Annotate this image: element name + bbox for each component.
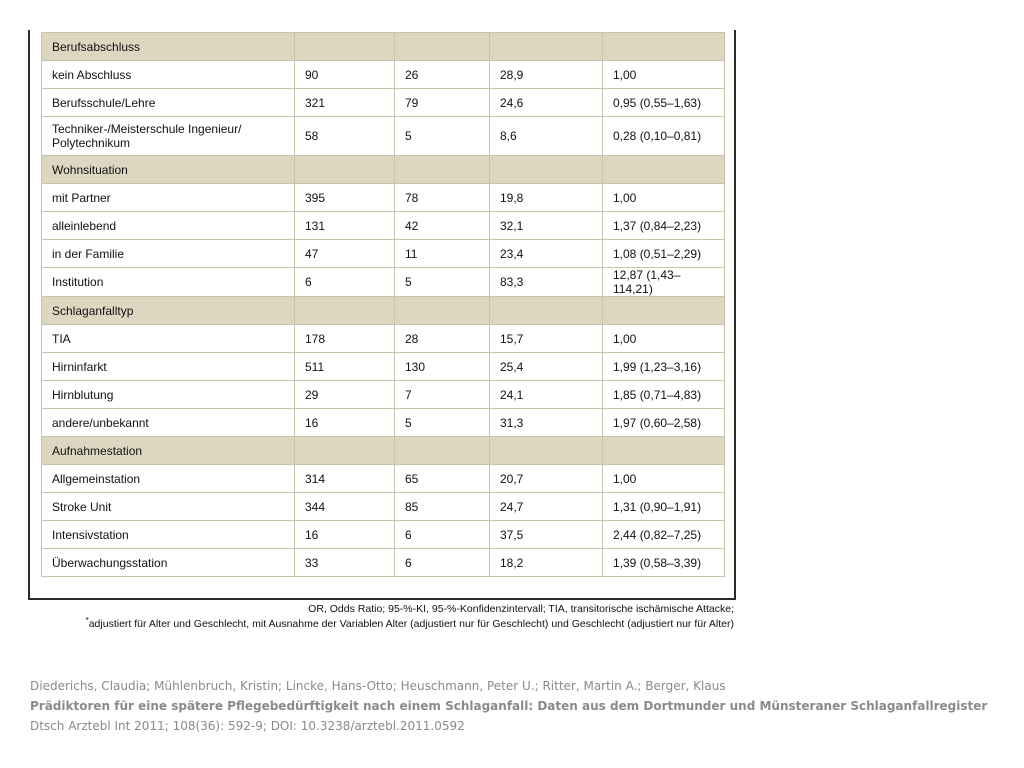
cell-percent: 37,5 bbox=[490, 521, 603, 549]
predictor-table bbox=[41, 32, 725, 577]
table-row bbox=[42, 240, 725, 268]
cell-cases: 6 bbox=[395, 549, 490, 577]
predictor-table-body bbox=[42, 33, 725, 577]
section-empty-cell bbox=[395, 297, 490, 325]
cell-percent: 24,7 bbox=[490, 493, 603, 521]
cell-percent: 31,3 bbox=[490, 409, 603, 437]
cell-percent: 15,7 bbox=[490, 325, 603, 353]
table-row bbox=[42, 493, 725, 521]
cell-n: 6 bbox=[295, 268, 395, 297]
cell-percent: 83,3 bbox=[490, 268, 603, 297]
cell-cases: 28 bbox=[395, 325, 490, 353]
cell-label: in der Familie bbox=[42, 240, 295, 268]
table-row bbox=[42, 353, 725, 381]
cell-n: 321 bbox=[295, 89, 395, 117]
cell-n: 314 bbox=[295, 465, 395, 493]
citation-authors: Diederichs, Claudia; Mühlenbruch, Kristin; Lincke, Hans-Otto; Heuschmann, Peter U.; Ritter, Martin A.; Berger, Klaus bbox=[30, 679, 726, 693]
cell-percent: 18,2 bbox=[490, 549, 603, 577]
cell-n: 16 bbox=[295, 521, 395, 549]
table-row bbox=[42, 325, 725, 353]
cell-or: 1,99 (1,23–3,16) bbox=[603, 353, 725, 381]
cell-n: 395 bbox=[295, 184, 395, 212]
cell-or: 12,87 (1,43–114,21) bbox=[603, 268, 725, 297]
cell-cases: 5 bbox=[395, 409, 490, 437]
section-empty-cell bbox=[490, 297, 603, 325]
table-row bbox=[42, 61, 725, 89]
cell-label: Berufsschule/Lehre bbox=[42, 89, 295, 117]
cell-n: 344 bbox=[295, 493, 395, 521]
footnote-star: * bbox=[85, 616, 89, 625]
section-empty-cell bbox=[603, 437, 725, 465]
cell-percent: 25,4 bbox=[490, 353, 603, 381]
cell-or: 1,85 (0,71–4,83) bbox=[603, 381, 725, 409]
citation-journal: Dtsch Arztebl Int 2011; 108(36): 592-9; DOI: 10.3238/arztebl.2011.0592 bbox=[30, 719, 465, 733]
section-header-row bbox=[42, 297, 725, 325]
cell-label: TIA bbox=[42, 325, 295, 353]
section-empty-cell bbox=[490, 437, 603, 465]
cell-percent: 24,1 bbox=[490, 381, 603, 409]
cell-n: 58 bbox=[295, 117, 395, 156]
section-empty-cell bbox=[295, 297, 395, 325]
cell-cases: 42 bbox=[395, 212, 490, 240]
citation-title: Prädiktoren für eine spätere Pflegebedürftigkeit nach einem Schlaganfall: Daten aus dem Dortmunder und Münsteraner Schlaganfallregister bbox=[30, 699, 988, 713]
cell-or: 0,95 (0,55–1,63) bbox=[603, 89, 725, 117]
table-row bbox=[42, 409, 725, 437]
cell-label: Techniker-/Meisterschule Ingenieur/ Polytechnikum bbox=[42, 117, 295, 156]
cell-n: 33 bbox=[295, 549, 395, 577]
section-header-row bbox=[42, 33, 725, 61]
cell-label: Stroke Unit bbox=[42, 493, 295, 521]
section-empty-cell bbox=[395, 33, 490, 61]
cell-n: 131 bbox=[295, 212, 395, 240]
cell-label: Allgemeinstation bbox=[42, 465, 295, 493]
cell-cases: 65 bbox=[395, 465, 490, 493]
table-row bbox=[42, 465, 725, 493]
section-title: Schlaganfalltyp bbox=[42, 297, 295, 325]
cell-cases: 85 bbox=[395, 493, 490, 521]
cell-n: 29 bbox=[295, 381, 395, 409]
section-title: Wohnsituation bbox=[42, 156, 295, 184]
section-empty-cell bbox=[603, 156, 725, 184]
footnote-adjustment-text: adjustiert für Alter und Geschlecht, mit Ausnahme der Variablen Alter (adjustiert nur für Geschlecht) und Geschlecht (adjustiert nur für Alter) bbox=[88, 618, 734, 630]
section-empty-cell bbox=[603, 297, 725, 325]
section-header-row bbox=[42, 437, 725, 465]
cell-cases: 26 bbox=[395, 61, 490, 89]
cell-or: 0,28 (0,10–0,81) bbox=[603, 117, 725, 156]
cell-label: mit Partner bbox=[42, 184, 295, 212]
section-empty-cell bbox=[395, 156, 490, 184]
cell-or: 1,08 (0,51–2,29) bbox=[603, 240, 725, 268]
footnote-adjustment bbox=[86, 616, 734, 630]
cell-cases: 78 bbox=[395, 184, 490, 212]
cell-label: Intensivstation bbox=[42, 521, 295, 549]
section-title: Berufsabschluss bbox=[42, 33, 295, 61]
table-row bbox=[42, 212, 725, 240]
cell-percent: 28,9 bbox=[490, 61, 603, 89]
section-empty-cell bbox=[295, 33, 395, 61]
cell-label: Institution bbox=[42, 268, 295, 297]
section-header-row bbox=[42, 156, 725, 184]
cell-cases: 79 bbox=[395, 89, 490, 117]
cell-or: 1,37 (0,84–2,23) bbox=[603, 212, 725, 240]
cell-label: kein Abschluss bbox=[42, 61, 295, 89]
table-row bbox=[42, 549, 725, 577]
section-empty-cell bbox=[295, 437, 395, 465]
cell-percent: 32,1 bbox=[490, 212, 603, 240]
section-empty-cell bbox=[490, 33, 603, 61]
section-empty-cell bbox=[395, 437, 490, 465]
cell-label: Überwachungsstation bbox=[42, 549, 295, 577]
cell-or: 1,00 bbox=[603, 325, 725, 353]
section-title: Aufnahmestation bbox=[42, 437, 295, 465]
cell-cases: 5 bbox=[395, 268, 490, 297]
table-row bbox=[42, 117, 725, 156]
cell-label: Hirnblutung bbox=[42, 381, 295, 409]
cell-n: 47 bbox=[295, 240, 395, 268]
cell-label: andere/unbekannt bbox=[42, 409, 295, 437]
cell-cases: 11 bbox=[395, 240, 490, 268]
cell-n: 511 bbox=[295, 353, 395, 381]
cell-or: 1,31 (0,90–1,91) bbox=[603, 493, 725, 521]
cell-cases: 5 bbox=[395, 117, 490, 156]
cell-n: 90 bbox=[295, 61, 395, 89]
table-row bbox=[42, 89, 725, 117]
cell-cases: 6 bbox=[395, 521, 490, 549]
cell-label: alleinlebend bbox=[42, 212, 295, 240]
cell-n: 178 bbox=[295, 325, 395, 353]
cell-cases: 130 bbox=[395, 353, 490, 381]
cell-percent: 20,7 bbox=[490, 465, 603, 493]
cell-or: 2,44 (0,82–7,25) bbox=[603, 521, 725, 549]
cell-n: 16 bbox=[295, 409, 395, 437]
table-row bbox=[42, 268, 725, 297]
footnote-abbreviations: OR, Odds Ratio; 95-%-KI, 95-%-Konfidenzintervall; TIA, transitorische ischämische Attacke; bbox=[308, 603, 734, 615]
cell-label: Hirninfarkt bbox=[42, 353, 295, 381]
cell-or: 1,39 (0,58–3,39) bbox=[603, 549, 725, 577]
cell-or: 1,00 bbox=[603, 465, 725, 493]
cell-cases: 7 bbox=[395, 381, 490, 409]
cell-percent: 23,4 bbox=[490, 240, 603, 268]
cell-percent: 8,6 bbox=[490, 117, 603, 156]
cell-or: 1,97 (0,60–2,58) bbox=[603, 409, 725, 437]
cell-percent: 19,8 bbox=[490, 184, 603, 212]
table-row bbox=[42, 184, 725, 212]
cell-or: 1,00 bbox=[603, 184, 725, 212]
section-empty-cell bbox=[295, 156, 395, 184]
table-row bbox=[42, 381, 725, 409]
section-empty-cell bbox=[603, 33, 725, 61]
cell-or: 1,00 bbox=[603, 61, 725, 89]
section-empty-cell bbox=[490, 156, 603, 184]
table-row bbox=[42, 521, 725, 549]
cell-percent: 24,6 bbox=[490, 89, 603, 117]
